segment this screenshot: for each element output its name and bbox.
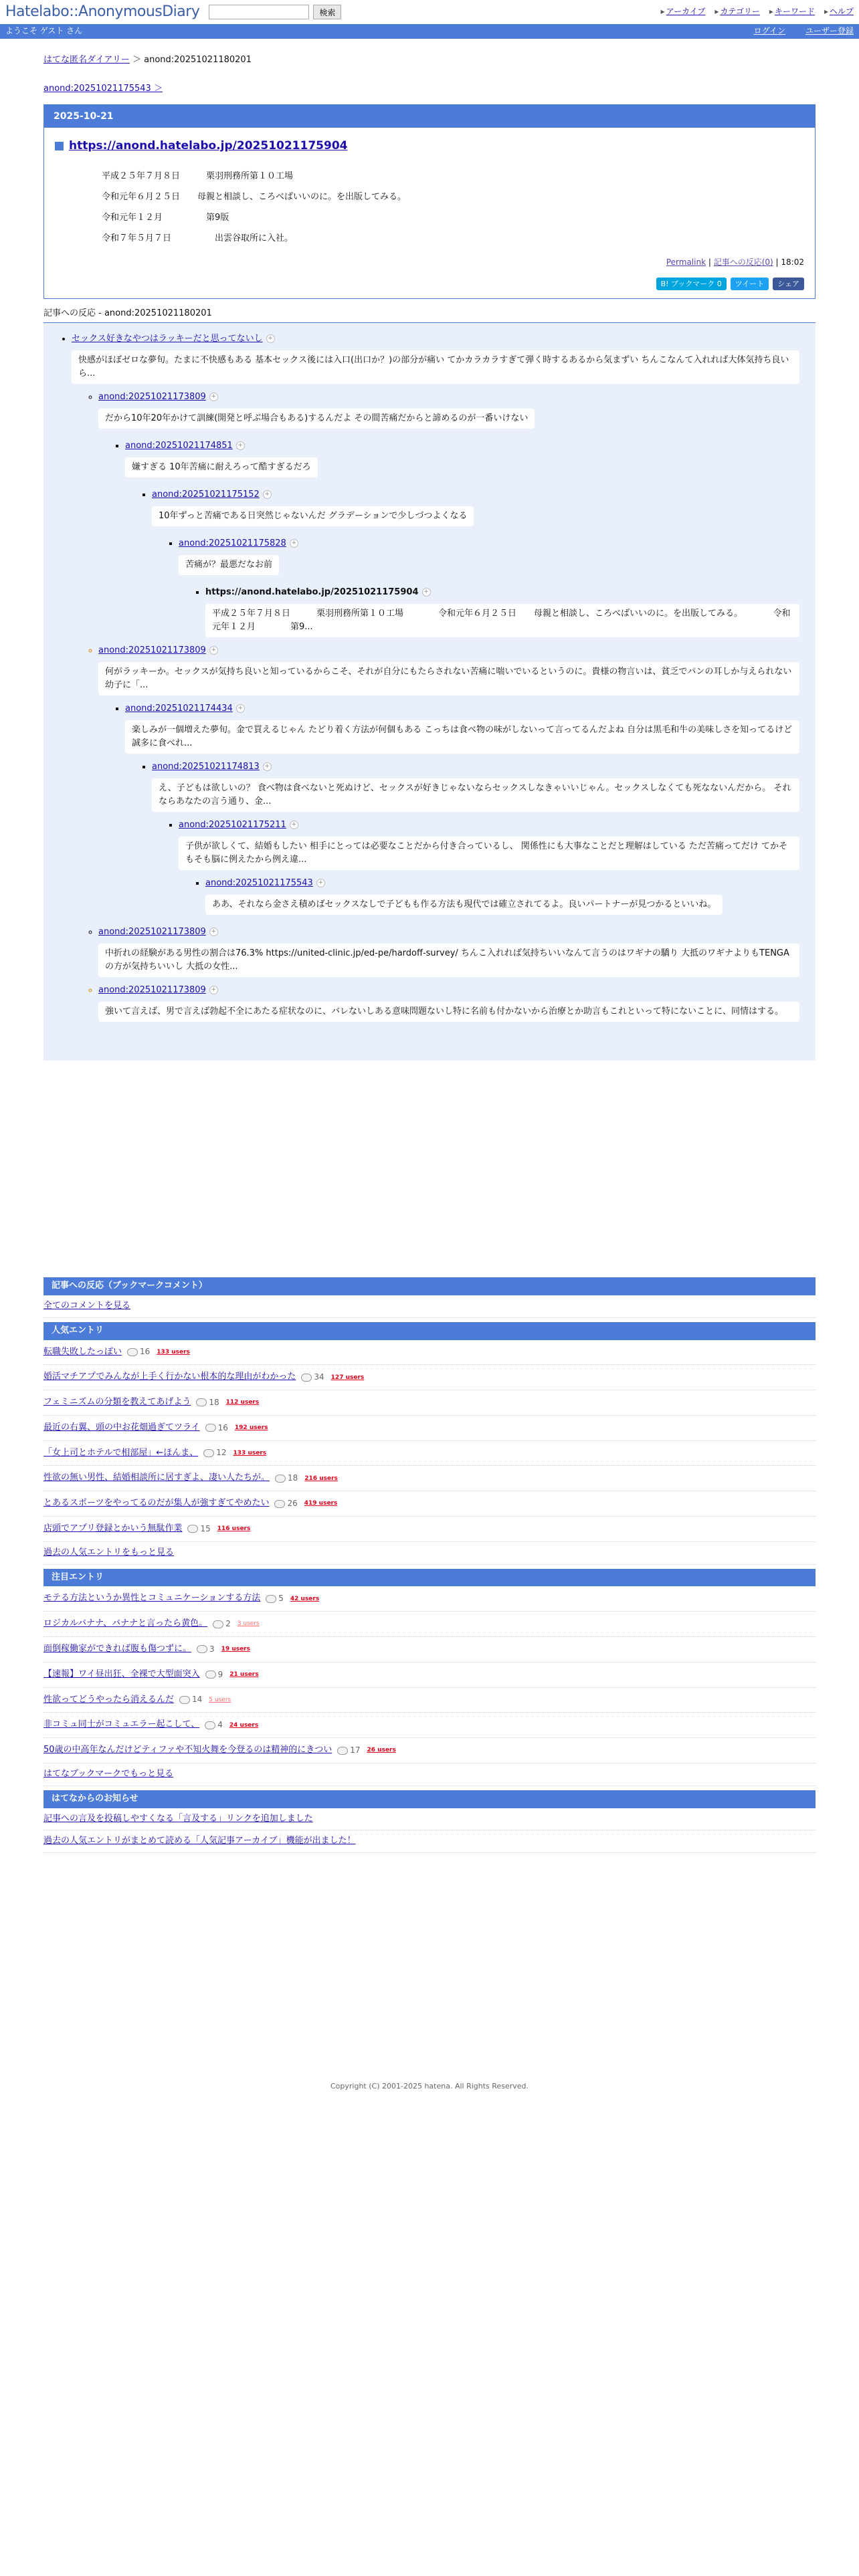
news-link[interactable]: 記事への言及を投稿しやすくなる「言及する」リンクを追加しました	[43, 1813, 313, 1824]
ref-item	[98, 644, 799, 922]
users-count-badge[interactable]: 133 users	[233, 1449, 267, 1457]
entry-link[interactable]: 「女上司とホテルで相部屋」←ほんま、	[43, 1447, 199, 1458]
users-count-badge[interactable]: 21 users	[229, 1671, 259, 1679]
ref-excerpt: 子供が欲しくて、結婚もしたい 相手にとっては必要なことだから付き合っているし、 関係性にも大事なことだと理解はしている ただ苦痛ってだけ てかそもそも脳に例えたから例え違...	[179, 837, 799, 870]
ref-item	[152, 760, 799, 922]
users-count-badge[interactable]: 5 users	[209, 1696, 231, 1703]
entry-link[interactable]: 50歳の中高年なんだけどティファや不知火舞を今登るのは精神的にきつい	[43, 1745, 332, 1755]
entry-row	[43, 1390, 816, 1416]
ref-item	[125, 702, 799, 922]
comment-count-icon[interactable]: 2	[213, 1618, 231, 1630]
comment-count-icon[interactable]: 14	[179, 1693, 202, 1706]
ref-item	[98, 984, 799, 1022]
ref-title-current: https://anond.hatelabo.jp/20251021175904	[205, 586, 419, 597]
ref-item	[205, 877, 799, 922]
entry-line: 平成２５年７月８日 栗羽刑務所第１０工場	[102, 171, 294, 182]
comment-count-icon[interactable]: 34	[301, 1371, 324, 1384]
entry-link[interactable]: 【速報】ワイ昼出狂、全裸で大型面突入	[43, 1669, 200, 1679]
refs-tree	[43, 323, 816, 1061]
featured-heading: 注目エントリ	[43, 1569, 816, 1587]
ref-excerpt: 嫌すぎる 10年苦痛に耐えろって酷すぎるだろ	[125, 457, 318, 477]
entry-row	[43, 1466, 816, 1491]
entry-line: 令和７年５月７日 出雲谷取所に入社。	[102, 233, 294, 243]
entry-row	[43, 1662, 816, 1688]
ref-excerpt: 10年ずっと苦痛である日突然じゃないんだ グラデーションで少しづつよくなる	[152, 506, 474, 526]
ref-title-link[interactable]: anond:20251021173809	[98, 927, 206, 938]
entry-footer: Permalink | 記事への反応(0) | 18:02	[666, 257, 804, 267]
users-count-badge[interactable]: 192 users	[234, 1424, 268, 1432]
popular-heading: 人気エントリ	[43, 1322, 816, 1340]
expand-icon[interactable]: +	[290, 539, 298, 548]
entry-line: 令和元年１２月 第9版	[102, 212, 229, 223]
news-item	[43, 1830, 816, 1853]
ref-title-link[interactable]: anond:20251021175152	[152, 489, 260, 500]
entry-link[interactable]: 店頭でアプリ登録とかいう無駄作業	[43, 1523, 183, 1534]
expand-icon[interactable]: +	[209, 393, 218, 401]
refs-heading: 記事への反応 - anond:20251021180201	[43, 307, 816, 323]
all-comments-row	[43, 1295, 816, 1318]
entry-link[interactable]: 転職失敗したっぽい	[43, 1346, 122, 1357]
breadcrumb	[43, 53, 816, 68]
comment-count-icon[interactable]: 12	[203, 1446, 226, 1459]
expand-icon[interactable]: +	[236, 441, 245, 450]
entry-row	[43, 1637, 816, 1662]
ref-item	[205, 586, 799, 637]
ref-excerpt: 何がラッキーか。セックスが気持ち良いと知っているからこそ、それが自分にもたらされない苦痛に喘いでいるというのに。貴様の物言いは、貧乏でパンの耳しか与えられない幼子に「...	[98, 662, 799, 695]
entry-row	[43, 1612, 816, 1637]
nav-archive-link[interactable]: ▸ アーカイブ	[661, 5, 706, 18]
comment-count-icon[interactable]: 18	[196, 1396, 219, 1409]
comment-count-icon[interactable]: 3	[197, 1643, 215, 1656]
expand-icon[interactable]: +	[290, 821, 298, 829]
ref-excerpt: 平成２５年７月８日 栗羽刑務所第１０工場 令和元年６月２５日 母親と相談し、ころべばいいのに。を出版してみる。 令和元年１２月 第9...	[205, 604, 799, 637]
expand-icon[interactable]: +	[236, 704, 245, 713]
all-comments-link[interactable]: 全てのコメントを見る	[43, 1300, 131, 1311]
entry-link[interactable]: モテる方法というか異性とコミュニケーションする方法	[43, 1593, 261, 1604]
news-item	[43, 1808, 816, 1831]
users-count-badge[interactable]: 112 users	[225, 1399, 260, 1406]
ref-item	[72, 332, 799, 1022]
popular-more-row	[43, 1542, 816, 1565]
square-icon	[55, 142, 64, 150]
comment-count-icon[interactable]: 17	[337, 1744, 360, 1757]
entry-link[interactable]: ロジカルバナナ、バナナと言ったら黄色。	[43, 1618, 208, 1629]
entry-line: 令和元年６月２５日 母親と相談し、ころべばいいのに。を出版してみる。	[102, 191, 407, 202]
ref-item	[98, 391, 799, 637]
ref-item	[179, 819, 799, 922]
ref-item	[125, 439, 799, 637]
ref-excerpt: 苦痛が？最悪だなお前	[179, 555, 279, 575]
top-nav	[661, 5, 854, 18]
users-count-badge[interactable]: 19 users	[221, 1646, 250, 1653]
expand-icon[interactable]: +	[209, 646, 218, 655]
entry-link[interactable]: 性欲の無い男性、結婚相談所に居すぎよ、凄い人たちが。	[43, 1473, 270, 1483]
entry-row	[43, 1517, 816, 1542]
users-count-badge[interactable]: 116 users	[217, 1525, 251, 1533]
entry-title-link[interactable]: https://anond.hatelabo.jp/20251021175904	[69, 138, 348, 152]
site-logo[interactable]: Hatelabo::AnonymousDiary	[5, 3, 200, 21]
comment-count-icon[interactable]: 5	[266, 1592, 284, 1605]
expand-icon[interactable]: +	[209, 928, 218, 936]
users-count-badge[interactable]: 3 users	[237, 1620, 260, 1628]
entry-link[interactable]: フェミニズムの分類を教えてあげよう	[43, 1397, 191, 1408]
ref-title-link[interactable]: anond:20251021174851	[125, 440, 233, 451]
expand-icon[interactable]: +	[209, 986, 218, 994]
entry-link[interactable]: 性欲ってどうやったら消えるんだ	[43, 1694, 175, 1705]
ref-title-link[interactable]: anond:20251021175543	[205, 878, 313, 889]
main-content	[43, 39, 816, 2092]
prev-entry	[43, 82, 816, 96]
expand-icon[interactable]: +	[316, 879, 325, 887]
expand-icon[interactable]: +	[266, 334, 275, 343]
bookmark-comments-heading: 記事への反応（ブックマークコメント）	[43, 1277, 816, 1295]
welcome-text: ようこそ ゲスト さん	[5, 26, 83, 36]
featured-list	[43, 1586, 816, 1763]
ref-title-link[interactable]: anond:20251021173809	[98, 985, 206, 996]
users-count-badge[interactable]: 133 users	[157, 1348, 190, 1356]
facebook-share-button[interactable]: シェア	[773, 278, 804, 291]
news-link[interactable]: 過去の人気エントリがまとめて読める「人気記事アーカイブ」機能が出ました！	[43, 1836, 356, 1846]
users-count-badge[interactable]: 42 users	[290, 1595, 320, 1602]
users-count-badge[interactable]: 26 users	[367, 1747, 396, 1754]
entry-row	[43, 1416, 816, 1441]
ref-title-link[interactable]: セックス好きなやつはラッキーだと思ってないし	[72, 333, 263, 344]
entry-row	[43, 1586, 816, 1612]
ref-excerpt: 楽しみが一個増えた夢旬。金で買えるじゃん たどり着く方法が何個もある こっちは食べ物の味がしないって言ってるんだよね 自分は黒毛和牛の美味しさを知ってるけど誠多に食べれ...	[125, 720, 799, 754]
comment-count-icon[interactable]: 26	[274, 1497, 297, 1510]
footer-copyright: Copyright (C) 2001-2025 hatena. All Rights Reserved.	[330, 2082, 529, 2091]
ref-excerpt: 快感がほぼゼロな夢旬。たまに不快感もある 基本セックス後には入口(出口か？)の部分が痛い てかカラカラすぎて弾く時するあるから気まずい ちんこなんて入れれば大体気持ち良いら...	[72, 350, 799, 384]
expand-icon[interactable]: +	[422, 588, 431, 597]
users-count-badge[interactable]: 127 users	[330, 1374, 365, 1381]
ref-title-link[interactable]: anond:20251021173809	[98, 645, 206, 655]
ref-title-link[interactable]: anond:20251021175211	[179, 820, 286, 831]
nav-help-link[interactable]: ▸ ヘルプ	[824, 5, 854, 18]
ref-title-link[interactable]: anond:20251021173809	[98, 392, 206, 403]
entry-row	[43, 1491, 816, 1517]
featured-more-row	[43, 1763, 816, 1786]
nav-keyword-link[interactable]: ▸ キーワード	[769, 5, 815, 18]
ad-space	[43, 1061, 816, 1268]
comment-count-icon[interactable]: 9	[205, 1669, 223, 1681]
ref-excerpt: だから10年20年かけて訓練(開発と呼ぶ場合もある)するんだよ その間苦痛だからと諦めるのが一番いけない	[98, 409, 535, 429]
entry-row	[43, 1738, 816, 1763]
popular-more-link[interactable]: 過去の人気エントリをもっと見る	[43, 1547, 175, 1558]
day-date: 2025-10-21	[44, 105, 815, 128]
comment-count-icon[interactable]: 16	[205, 1422, 228, 1434]
search-form	[209, 5, 341, 19]
popular-list	[43, 1340, 816, 1542]
entry-row	[43, 1365, 816, 1390]
entry-row	[43, 1340, 816, 1366]
expand-icon[interactable]: +	[263, 490, 272, 499]
featured-more-link[interactable]: はてなブックマークでもっと見る	[43, 1769, 174, 1780]
entry-row	[43, 1688, 816, 1713]
entry-time: 18:02	[781, 257, 804, 267]
ref-excerpt: 中折れの経験がある男性の割合は76.3% https://united-clinic.jp/ed-pe/hardoff-survey/ ちんこ入れれば気持ちいいなんて言うのはワギナの驕り 大抵のワギナよりもTENGAの方が気持ちいいし 大抵の女性...	[98, 944, 799, 977]
entry-body	[102, 170, 804, 245]
entry-row	[43, 1441, 816, 1467]
register-link[interactable]: ユーザー登録	[805, 26, 854, 36]
comment-count-icon[interactable]: 16	[127, 1346, 150, 1358]
ref-item	[98, 926, 799, 977]
login-link[interactable]: ログイン	[753, 26, 785, 36]
entry-title	[55, 137, 804, 155]
entry-link[interactable]: 婚活マチアプでみんなが上手く行かない根本的な理由がわかった	[43, 1372, 296, 1382]
ref-title-link[interactable]: anond:20251021174434	[125, 703, 233, 714]
comment-count-icon[interactable]: 18	[275, 1472, 298, 1485]
ref-excerpt: ああ、それなら金さえ積めばセックスなしで子どもも作る方法も現代では確立されてるよ。良いパートナーが見つかるといいね。	[205, 895, 723, 915]
refs-count-link[interactable]: 記事への反応(0)	[713, 257, 773, 267]
users-count-badge[interactable]: 216 users	[304, 1475, 338, 1482]
prev-entry-link[interactable]: anond:20251021175543 ＞	[43, 83, 163, 94]
breadcrumb-home-link[interactable]: はてな匿名ダイアリー	[43, 55, 130, 65]
comment-count-icon[interactable]: 15	[187, 1523, 210, 1535]
ref-excerpt: 強いて言えば、男で言えば勃起不全にあたる症状なのに、バレないしある意味問題ないし特に名前も付かないから治療とか助言もこれといって特にないことに、同情はする。	[98, 1002, 799, 1022]
share-buttons	[55, 278, 804, 291]
nav-category-link[interactable]: ▸ カテゴリー	[714, 5, 760, 18]
ref-item	[152, 488, 799, 637]
hatena-bookmark-button[interactable]: B! ブックマーク 0	[656, 278, 727, 291]
entry-link[interactable]: 非コミュ同士がコミュエラー起こして、	[43, 1719, 200, 1730]
user-bar	[0, 24, 859, 39]
entry-link[interactable]: とあるスポーツをやってるのだが集人が強すぎてやめたい	[43, 1498, 270, 1509]
entry-row	[43, 1713, 816, 1738]
entry-link[interactable]: 面倒稼働家ができれば腹も傷つずに。	[43, 1644, 192, 1654]
ref-title-link[interactable]: anond:20251021175828	[179, 538, 286, 548]
day-box	[43, 104, 816, 300]
users-count-badge[interactable]: 419 users	[304, 1500, 338, 1507]
permalink-link[interactable]: Permalink	[666, 257, 706, 267]
users-count-badge[interactable]: 24 users	[229, 1721, 259, 1729]
ref-excerpt: え、子どもは欲しいの？ 食べ物は食べないと死ぬけど、セックスが好きじゃないならセックスしなきゃいいじゃん。セックスしなくても死なないんだから。 それならあなたの言う通り、金...	[152, 778, 799, 812]
entry-link[interactable]: 最近の右翼、頭の中お花畑過ぎてツライ	[43, 1422, 200, 1432]
entry-section	[44, 128, 815, 298]
breadcrumb-current: anond:20251021180201	[144, 55, 252, 65]
comment-count-icon[interactable]: 4	[205, 1719, 223, 1731]
search-button[interactable]: 検索	[313, 5, 341, 19]
tweet-button[interactable]: ツイート	[731, 278, 769, 291]
ref-item	[179, 537, 799, 637]
ref-title-link[interactable]: anond:20251021174813	[152, 762, 260, 772]
news-heading: はてなからのお知らせ	[43, 1790, 816, 1808]
breadcrumb-separator: ＞	[132, 55, 141, 65]
search-input[interactable]	[209, 5, 309, 19]
top-bar	[0, 0, 859, 24]
expand-icon[interactable]: +	[263, 762, 272, 771]
